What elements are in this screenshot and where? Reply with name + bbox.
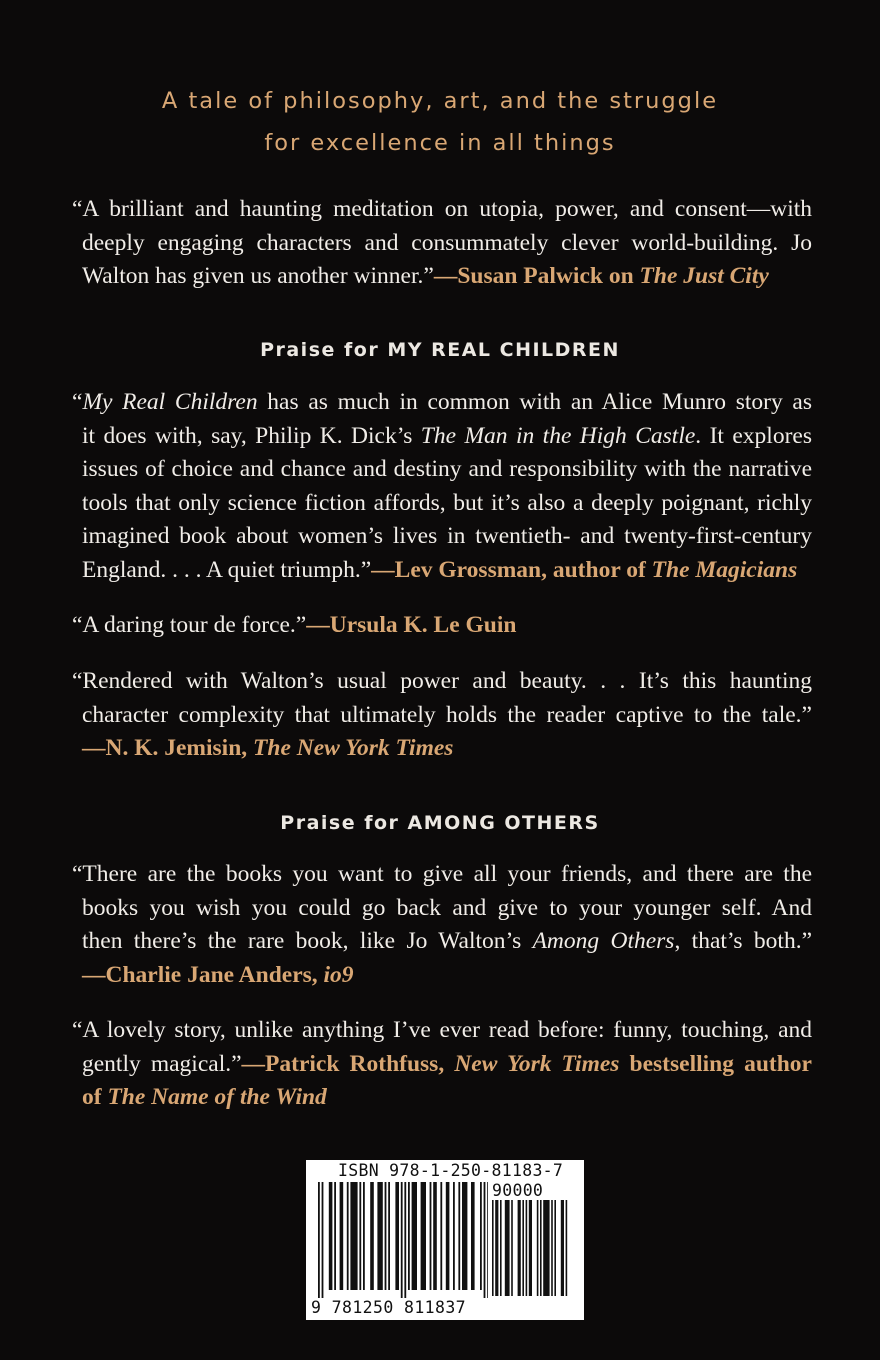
barcode-bar: [350, 1182, 357, 1290]
blurb-text: gently magical.”: [82, 1050, 242, 1077]
barcode-bar: [529, 1200, 532, 1296]
ean-digits: 9 781250 811837: [311, 1298, 467, 1317]
barcode-bar: [484, 1182, 486, 1298]
section-heading-title: AMONG OTHERS: [407, 812, 600, 834]
barcode-bar: [318, 1182, 320, 1298]
blurb-text: has as much in common with an Alice Munro story as: [257, 389, 812, 415]
blurb-line: character complexity that ultimately holds the reader captive to the tale.”: [82, 701, 812, 728]
barcode-bar: [363, 1182, 365, 1290]
blurb-line: books you wish you could go back and give to your younger self. And: [82, 894, 812, 921]
ean-barcode-bars: [318, 1182, 488, 1302]
blurb-grossman: [72, 386, 812, 587]
barcode-bar: [385, 1182, 387, 1290]
barcode-bar: [347, 1182, 349, 1290]
barcode-bar: [370, 1182, 374, 1290]
blurb-text: “A daring tour de force.”: [72, 612, 307, 638]
blurb-book-title: The Man in the High Castle: [420, 422, 696, 449]
blurb-line: [72, 1081, 812, 1115]
blurb-text: England. . . . A quiet triumph.”: [82, 556, 372, 583]
blurb-le-guin: [72, 609, 812, 643]
barcode-bar: [388, 1182, 390, 1290]
blurb-attribution: —Lev Grossman, author of: [371, 556, 652, 583]
blurb-line: [72, 959, 812, 993]
barcode-bar: [412, 1182, 417, 1290]
section-heading-my-real-children: [0, 339, 880, 361]
barcode-bar: [408, 1182, 410, 1290]
blurb-line: [72, 260, 812, 294]
section-heading-prefix: Praise for: [260, 339, 388, 361]
blurb-attribution-title: The Name of the Wind: [107, 1084, 327, 1110]
barcode-bar: [537, 1200, 539, 1296]
tagline-line-1: A tale of philosophy, art, and the struggle: [161, 88, 719, 114]
isbn-barcode: [306, 1160, 584, 1320]
blurb-line: “There are the books you want to give all your friends, and there are the: [72, 861, 812, 887]
blurb-attribution-title: io9: [323, 961, 354, 988]
blurb-anders: [72, 858, 812, 992]
blurb-line: [72, 420, 812, 454]
blurb-line: “A brilliant and haunting meditation on utopia, power, and consent—with: [72, 196, 812, 222]
barcode-bar: [495, 1200, 498, 1296]
barcode-bar: [487, 1182, 488, 1298]
blurb-line: [72, 554, 812, 588]
barcode-bar: [430, 1182, 432, 1290]
blurb-rothfuss: [72, 1014, 812, 1115]
blurb-attribution: —Patrick Rothfuss,: [241, 1050, 455, 1077]
barcode-bar: [334, 1182, 336, 1290]
barcode-bar: [480, 1182, 482, 1290]
blurb-text: . It explores: [695, 422, 812, 449]
blurb-line: tools that only science fiction affords, but it’s also a deeply poignant, richly: [82, 489, 812, 516]
barcode-bar: [377, 1182, 382, 1290]
barcode-bar: [340, 1182, 344, 1290]
barcode-bar: [543, 1200, 549, 1296]
blurb-line: imagined book about women’s lives in twentieth- and twenty-first-century: [82, 523, 812, 549]
barcode-bar: [551, 1200, 553, 1296]
blurb-attribution: bestselling author: [619, 1050, 812, 1077]
barcode-bar: [505, 1200, 510, 1296]
barcode-bar: [433, 1182, 437, 1290]
barcode-bar: [554, 1200, 556, 1296]
barcode-bar: [458, 1182, 460, 1290]
barcode-bar: [421, 1182, 426, 1290]
blurb-line: [72, 386, 812, 420]
tagline-line-2: for excellence in all things: [264, 130, 616, 156]
blurb-jemisin: [72, 665, 812, 766]
blurb-text: Walton has given us another winner.”: [82, 263, 434, 289]
barcode-bar: [518, 1200, 521, 1296]
blurb-attribution-title: The New York Times: [253, 735, 454, 761]
blurb-attribution: —Susan Palwick on: [433, 263, 640, 289]
section-heading-among-others: [0, 812, 880, 834]
blurb-attribution-title: New York Times: [454, 1050, 620, 1077]
blurb-line: “Rendered with Walton’s usual power and beauty. . . It’s this haunting: [72, 668, 812, 694]
barcode-bar: [440, 1182, 442, 1290]
blurb-text: , that’s both.”: [674, 928, 812, 954]
blurb-book-title: My Real Children: [82, 389, 258, 415]
blurb-attribution: —Ursula K. Le Guin: [306, 612, 517, 638]
blurb-attribution: —Charlie Jane Anders,: [82, 961, 324, 988]
barcode-bar: [401, 1182, 403, 1298]
blurb-text: it does with, say, Philip K. Dick’s: [82, 422, 421, 449]
blurb-palwick: [72, 193, 812, 294]
barcode-bar: [395, 1182, 399, 1290]
isbn-label: ISBN 978-1-250-81183-7: [338, 1161, 564, 1180]
barcode-bar: [446, 1182, 450, 1290]
addon-barcode-bars: [492, 1200, 574, 1298]
blurb-line: [72, 732, 812, 766]
barcode-bar: [322, 1182, 324, 1298]
blurb-attribution-title: The Magicians: [651, 556, 798, 583]
barcode-bar: [404, 1182, 406, 1298]
section-heading-title: MY REAL CHILDREN: [387, 339, 620, 361]
barcode-bar: [561, 1200, 564, 1296]
blurb-text: then there’s the rare book, like Jo Walton’s: [82, 928, 533, 954]
tagline: [0, 80, 880, 164]
barcode-bar: [511, 1200, 513, 1296]
barcode-bar: [492, 1200, 494, 1296]
barcode-bar: [566, 1200, 568, 1296]
blurb-book-title: Among Others: [532, 928, 675, 954]
blurb-line: [72, 609, 812, 643]
blurb-attribution: of: [82, 1084, 108, 1110]
barcode-bar: [462, 1182, 467, 1290]
barcode-bar: [526, 1200, 528, 1296]
barcode-bar: [329, 1182, 333, 1290]
barcode-bar: [453, 1182, 455, 1290]
blurb-text: “: [72, 389, 83, 415]
blurb-attribution: —N. K. Jemisin,: [82, 735, 254, 761]
barcode-bar: [522, 1200, 524, 1296]
blurb-line: [72, 925, 812, 959]
blurb-line: [72, 1048, 812, 1082]
barcode-bar: [359, 1182, 361, 1290]
blurb-line: “A lovely story, unlike anything I’ve ever read before: funny, touching, and: [72, 1017, 812, 1043]
blurb-attribution-title: The Just City: [639, 263, 769, 289]
barcode-bar: [540, 1200, 542, 1296]
blurb-line: deeply engaging characters and consummately clever world-building. Jo: [82, 229, 812, 256]
section-heading-prefix: Praise for: [280, 812, 408, 834]
barcode-bar: [500, 1200, 502, 1296]
blurb-line: issues of choice and chance and destiny and responsibility with the narrative: [82, 456, 812, 482]
barcode-bar: [471, 1182, 475, 1290]
price-addon-digits: 90000: [492, 1181, 544, 1200]
